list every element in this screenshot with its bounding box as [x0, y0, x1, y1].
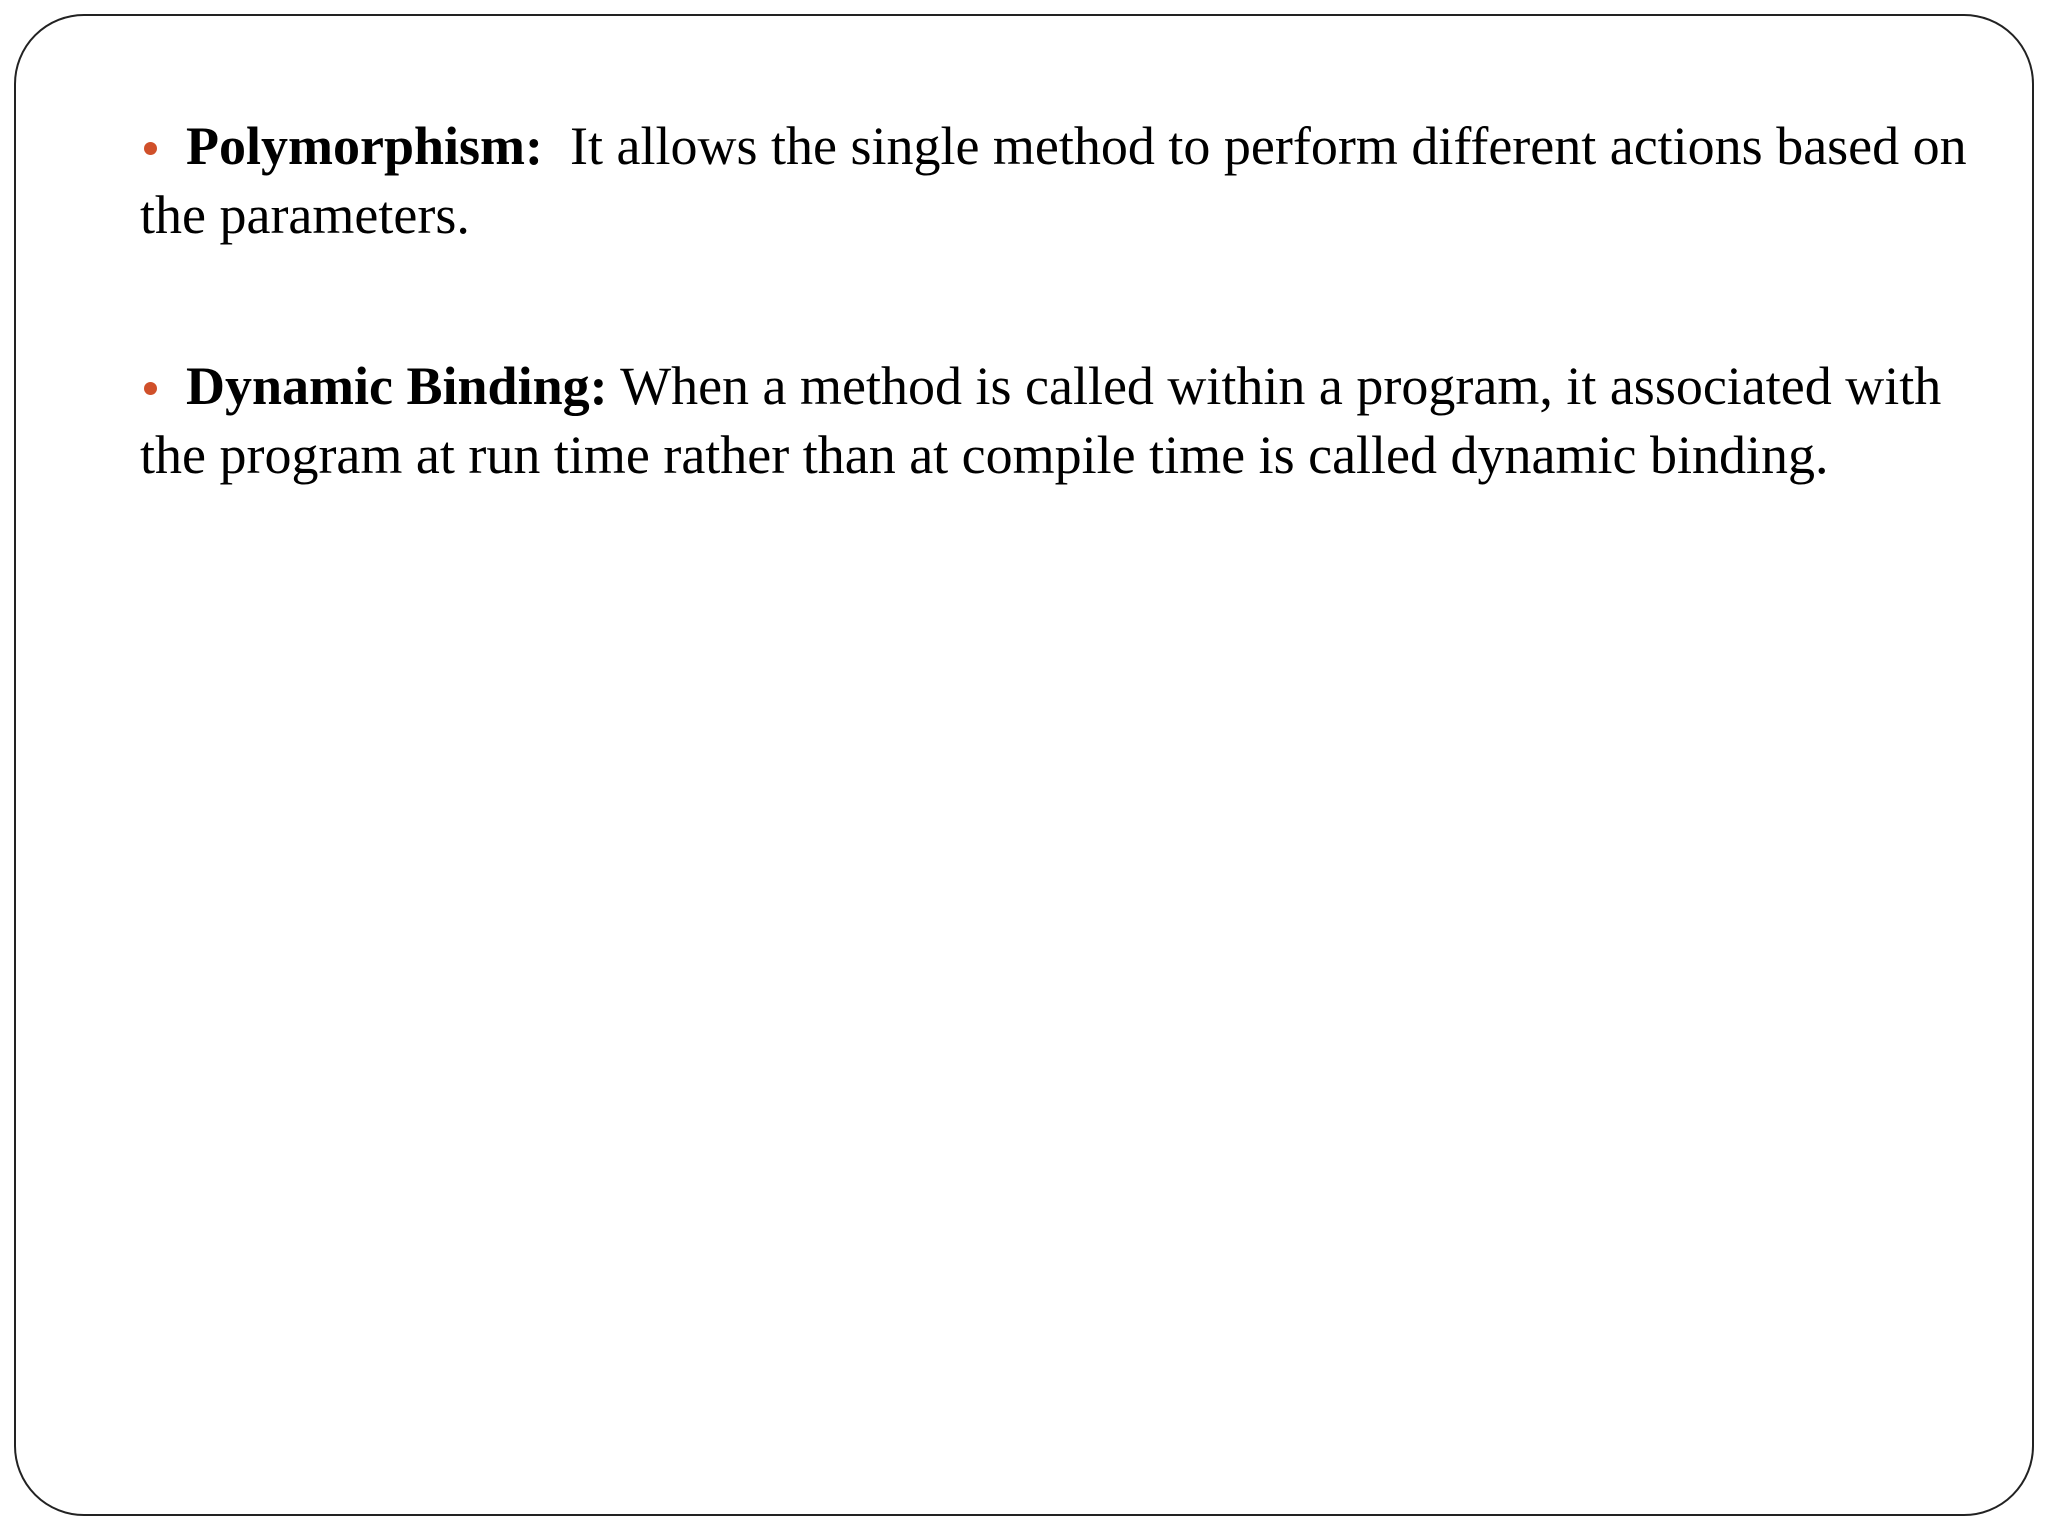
bullet-term: Dynamic Binding: [186, 356, 608, 416]
bullet-dot-icon [144, 142, 157, 155]
bullet-text: When a method is called within a program, it associated with the program at run time rather than at compile time is called dynamic binding. [140, 356, 1955, 485]
slide-frame [14, 14, 2034, 1516]
bullet-dot-icon [144, 382, 157, 395]
bullet-term: Polymorphism: [186, 116, 543, 176]
bullet-list [140, 112, 1981, 490]
bullet-text: It allows the single method to perform different actions based on the parameters. [140, 116, 1981, 245]
bullet-item-polymorphism [140, 112, 1981, 250]
bullet-item-dynamic-binding [140, 352, 1970, 490]
